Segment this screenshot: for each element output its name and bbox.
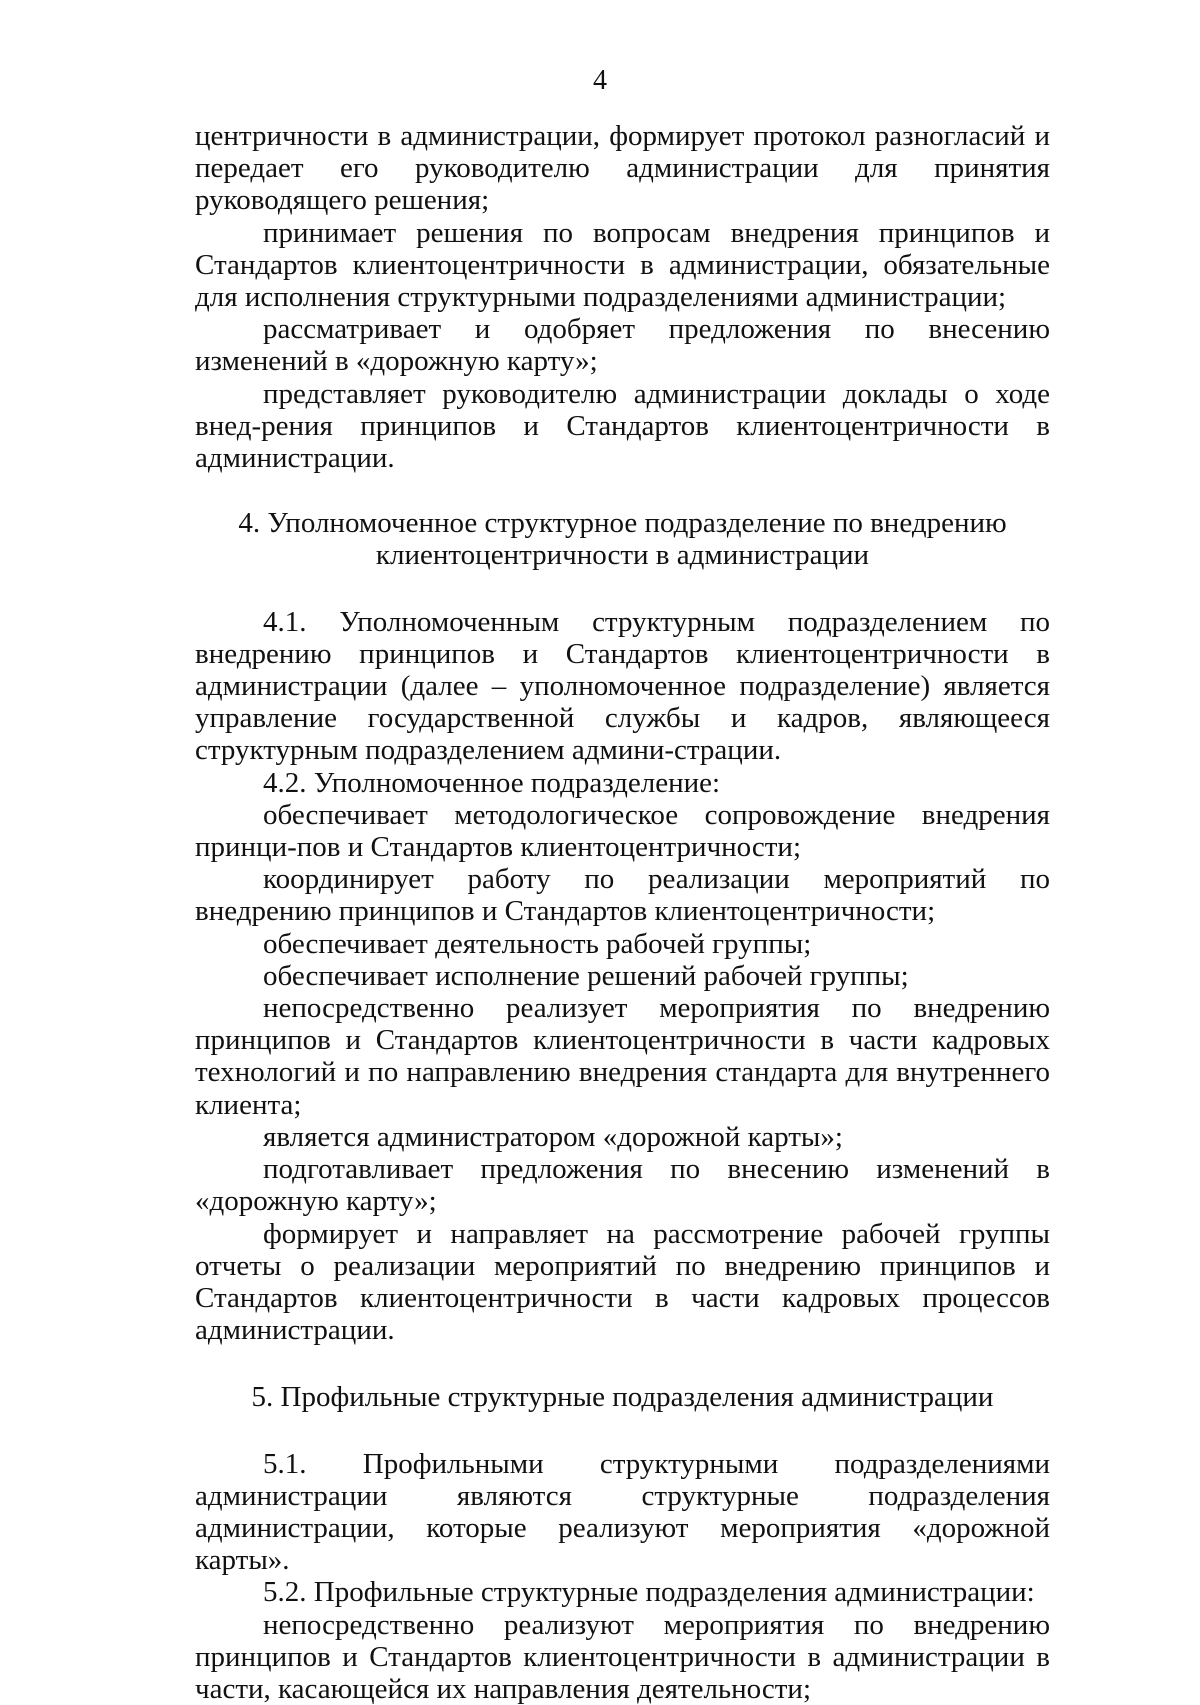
spacer: [195, 572, 1050, 606]
paragraph: принимает решения по вопросам внедрения принципов и Стандартов клиентоцентричности в администрации, обязательные для исполнения структурными подразделениями администрации;: [195, 216, 1050, 314]
paragraph-5-2: 5.2. Профильные структурные подразделения администрации:: [263, 1576, 1035, 1609]
paragraph-4-1: 4.1. Уполномоченным структурным подразделением по внедрению принципов и Стандартов клиентоцентричности в администрации (далее – уполномоченное подразделение) является управление государственной службы и кадров, являющееся структурным подразделением админи-страции.: [195, 605, 1050, 767]
paragraph-continuation: центричности в администрации, формирует протокол разногласий и передает его руководителю администрации для принятия руководящего решения;: [195, 120, 1050, 217]
paragraph: представляет руководителю администрации доклады о ходе внед-рения принципов и Стандартов клиентоцентричности в администрации.: [195, 377, 1050, 475]
paragraph: обеспечивает методологическое сопровождение внедрения принци-пов и Стандартов клиентоцентричности;: [195, 798, 1050, 864]
paragraph: подготавливает предложения по внесению изменений в «дорожную карту»;: [195, 1153, 1050, 1218]
paragraph: является администратором «дорожной карты»;: [263, 1120, 843, 1153]
paragraph: непосредственно реализуют мероприятия по внедрению принципов и Стандартов клиентоцентричности в администрации в части, касающейся их направления деятельности;: [195, 1608, 1050, 1705]
spacer: [195, 1346, 1050, 1381]
page-number: 4: [593, 65, 607, 96]
paragraph-4-2: 4.2. Уполномоченное подразделение:: [263, 766, 721, 799]
section-4-heading-line-2: клиентоцентричности в администрации: [375, 539, 870, 572]
spacer: [195, 1414, 1050, 1448]
paragraph: непосредственно реализует мероприятия по внедрению принципов и Стандартов клиентоцентричности в части кадровых технологий и по направлению внедрения стандарта для внутреннего клиента;: [195, 992, 1050, 1121]
paragraph-5-1: 5.1. Профильными структурными подразделениями администрации являются структурные подразделения администрации, которые реализуют мероприятия «дорожной карты».: [195, 1447, 1050, 1577]
paragraph: обеспечивает деятельность рабочей группы;: [263, 927, 812, 960]
section-4-heading-line-1: 4. Уполномоченное структурное подразделение по внедрению: [238, 507, 1007, 540]
document-body: [195, 120, 1050, 1705]
spacer: [195, 474, 1050, 507]
paragraph: формирует и направляет на рассмотрение рабочей группы отчеты о реализации мероприятий по внедрению принципов и Стандартов клиентоцентричности в части кадровых процессов администрации.: [195, 1217, 1050, 1347]
paragraph: рассматривает и одобряет предложения по внесению изменений в «дорожную карту»;: [195, 313, 1050, 378]
section-5-heading: 5. Профильные структурные подразделения администрации: [251, 1381, 994, 1414]
paragraph: обеспечивает исполнение решений рабочей группы;: [263, 959, 909, 992]
paragraph: координирует работу по реализации мероприятий по внедрению принципов и Стандартов клиентоцентричности;: [195, 863, 1050, 928]
